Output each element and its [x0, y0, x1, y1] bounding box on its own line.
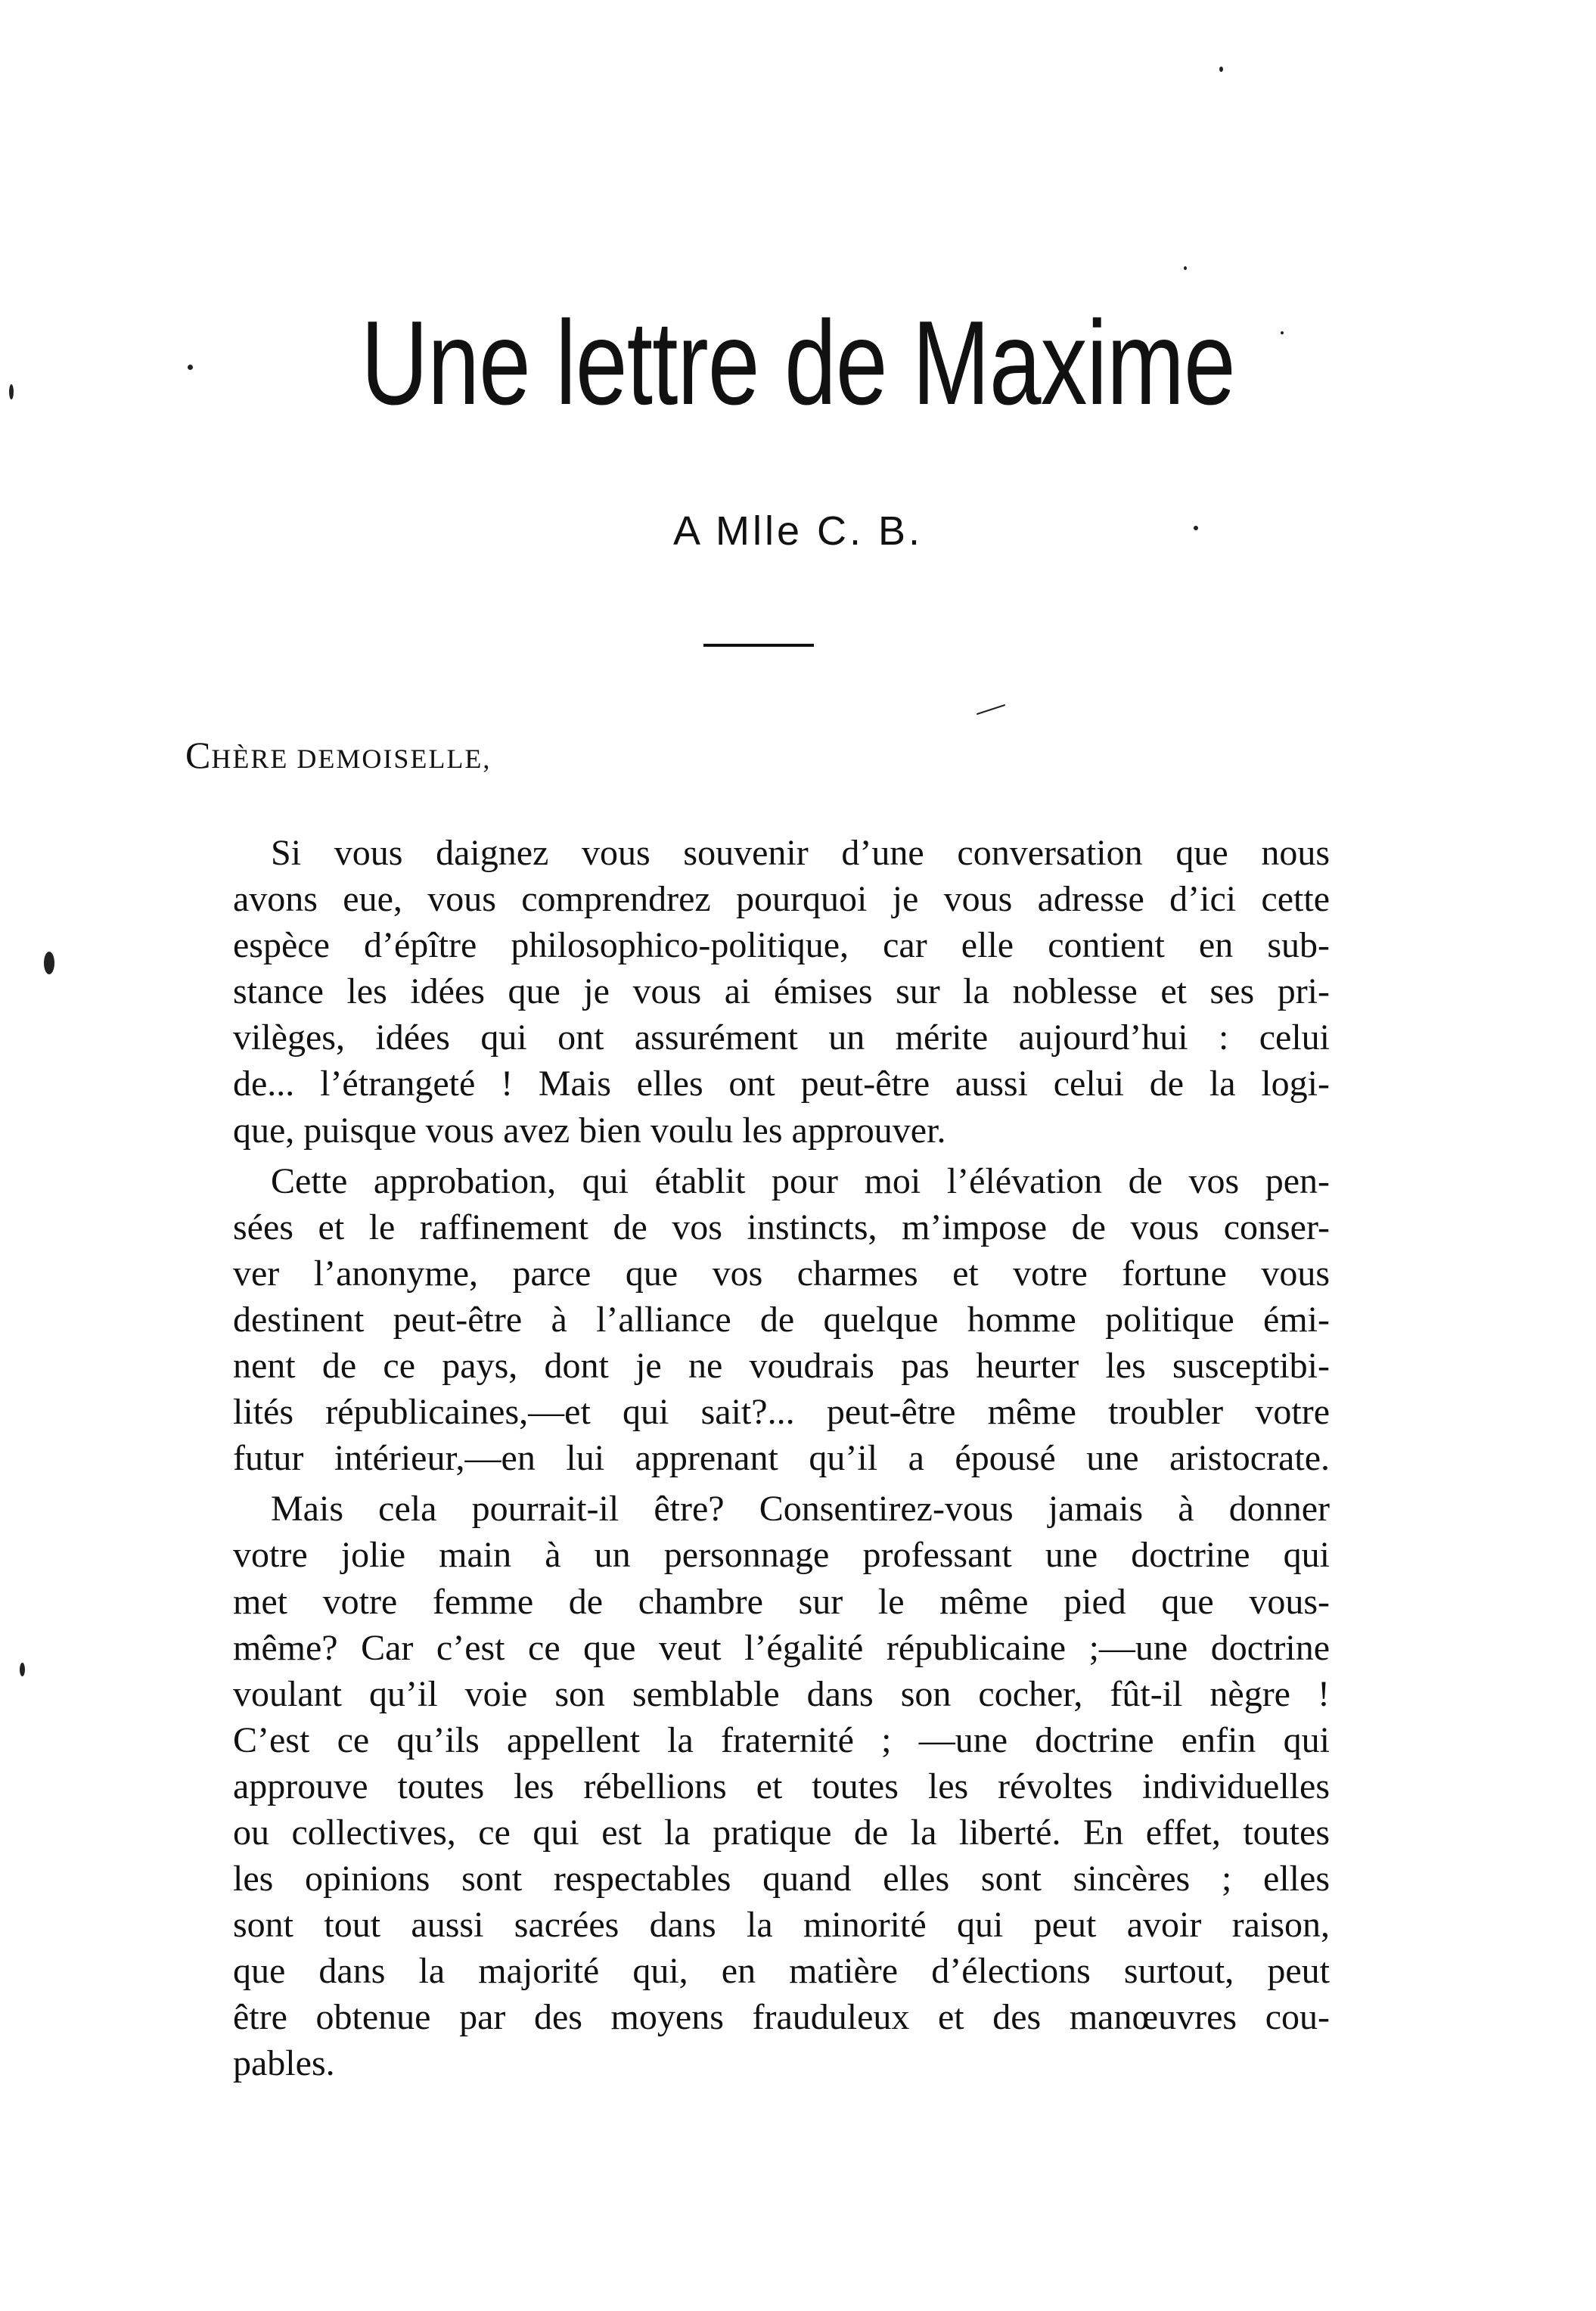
text-line: C’est ce qu’ils appellent la fraternité ; —une doctrine enfin qui [233, 1719, 1330, 1760]
scan-speck [9, 384, 14, 399]
scan-speck [1184, 266, 1187, 270]
text-line: Mais cela pourrait-il être? Consentirez-vous jamais à donner [271, 1489, 1330, 1530]
text-line: sées et le raffinement de vos instincts, m’impose de vous conser- [233, 1207, 1330, 1247]
text-line: ver l’anonyme, parce que vos charmes et votre fortune vous [233, 1253, 1330, 1294]
text-line: sont tout aussi sacrées dans la minorité qui peut avoir raison, [233, 1905, 1330, 1946]
salutation-initial: C [185, 734, 212, 776]
text-line: vilèges, idées qui ont assurément un mérite aujourd’hui : celui [233, 1017, 1330, 1058]
text-line: être obtenue par des moyens frauduleux et des manœuvres cou- [233, 1997, 1330, 2038]
text-line: destinent peut-être à l’alliance de quelque homme politique émi- [233, 1299, 1330, 1340]
letter-body [195, 830, 1330, 2087]
text-line: avons eue, vous comprendrez pourquoi je vous adresse d’ici cette [233, 879, 1330, 920]
scan-speck [20, 1663, 25, 1676]
text-line: même? Car c’est ce que veut l’égalité républicaine ;—une doctrine [233, 1627, 1330, 1668]
text-line: approuve toutes les rébellions et toutes les révoltes individuelles [233, 1766, 1330, 1806]
salutation-rest: HÈRE DEMOISELLE, [211, 744, 492, 774]
text-line: Si vous daignez vous souvenir d’une conversation que nous [271, 833, 1330, 873]
scan-speck [188, 365, 193, 370]
text-line: met votre femme de chambre sur le même pied que vous- [233, 1581, 1330, 1622]
text-line: ou collectives, ce qui est la pratique de la liberté. En effet, toutes [233, 1812, 1330, 1853]
text-line: les opinions sont respectables quand elles sont sincères ; elles [233, 1859, 1330, 1899]
text-line: nent de ce pays, dont je ne voudrais pas heurter les susceptibi- [233, 1346, 1330, 1387]
text-line: votre jolie main à un personnage professant une doctrine qui [233, 1535, 1330, 1576]
text-line: que dans la majorité qui, en matière d’élections surtout, peut [233, 1951, 1330, 1992]
scan-speck [977, 704, 1006, 715]
scan-speck [1219, 67, 1223, 72]
paragraph-3 [195, 1486, 1330, 2086]
scan-speck [1281, 331, 1284, 334]
separator-rule [703, 644, 814, 647]
text-line: futur intérieur,—en lui apprenant qu’il a épousé une aristocrate. [233, 1438, 1330, 1479]
text-line: Cette approbation, qui établit pour moi l’élévation de vos pen- [271, 1160, 1330, 1201]
text-line: que, puisque vous avez bien voulu les approuver. [233, 1110, 946, 1151]
text-line: voulant qu’il voie son semblable dans son cocher, fût-il nègre ! [233, 1673, 1330, 1714]
text-line: lités républicaines,—et qui sait?... peut-être même troubler votre [233, 1392, 1330, 1433]
paragraph-2 [195, 1158, 1330, 1482]
text-line: pables. [233, 2043, 335, 2084]
paragraph-1 [195, 830, 1330, 1154]
scan-speck [44, 952, 54, 974]
page-title: Une lettre de Maxime [361, 297, 1235, 430]
text-line: de... l’étrangeté ! Mais elles ont peut-être aussi celui de la logi- [233, 1064, 1330, 1104]
text-line: stance les idées que je vous ai émises sur la noblesse et ses pri- [233, 971, 1330, 1012]
text-line: espèce d’épître philosophico-politique, car elle contient en sub- [233, 925, 1330, 966]
scan-speck [1194, 526, 1198, 530]
salutation [185, 734, 491, 780]
dedication: A Mlle C. B. [672, 508, 924, 554]
